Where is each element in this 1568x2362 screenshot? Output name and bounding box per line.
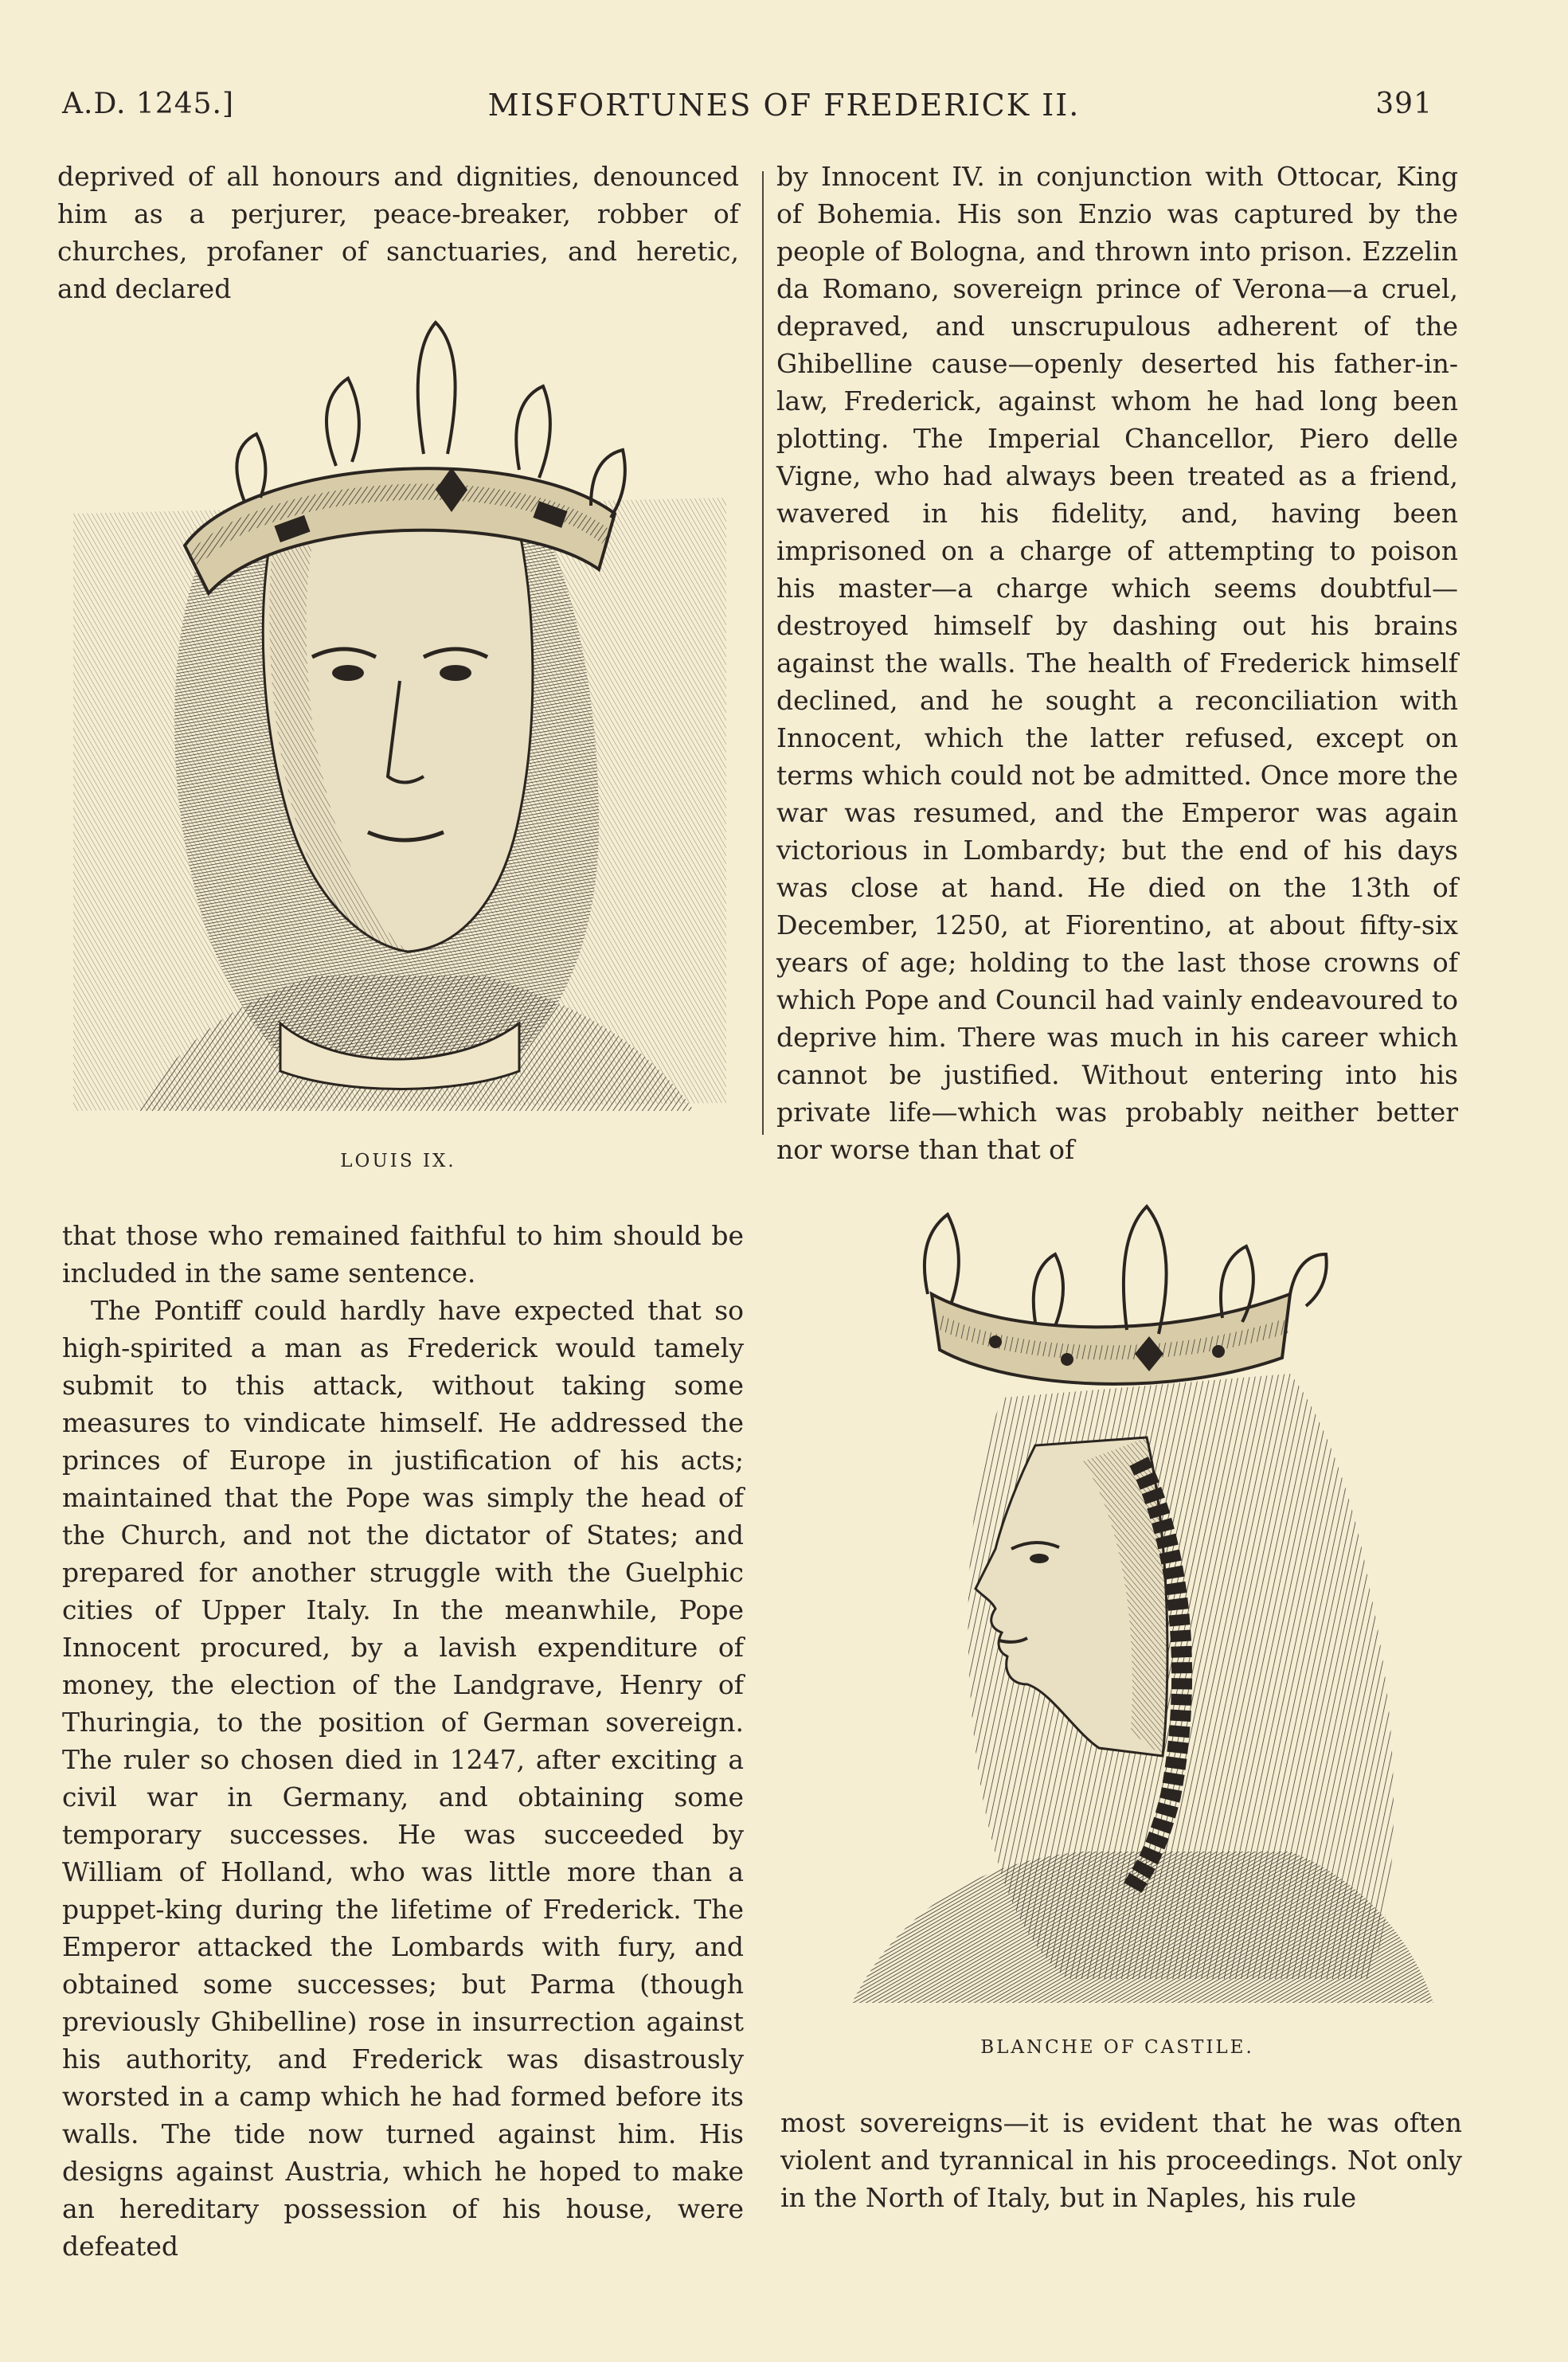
- louis-ix-engraving: [73, 307, 726, 1115]
- column-1-top-text: [57, 158, 739, 307]
- running-head-date: A.D. 1245.]: [62, 88, 235, 120]
- column-1-bottom-text: [62, 1217, 744, 2265]
- column-2-bottom-text: [780, 2104, 1462, 2216]
- portrait-illustration: [73, 307, 726, 1115]
- paragraph: The Pontiff could hardly have expected that so high-spirited a man as Frederick would tamely submit to this attack, without taking some measures to vindicate himself. He addressed the princes of Europe in justification of his acts; maintained that the Pope was simply the head of the Church, and not the dictator of States; and prepared for another struggle with the Guelphic cities of Upper Italy. In the meanwhile, Pope Innocent procured, by a lavish expenditure of money, the election of the Landgrave, Henry of Thuringia, to the position of German sovereign. The ruler so chosen died in 1247, after exciting a civil war in Germany, and obtaining some temporary successes. He was succeeded by William of Holland, who was little more than a puppet-king during the lifetime of Frederick. The Emperor attacked the Lombards with fury, and obtained some successes; but Parma (though previously Ghibelline) rose in insurrection against his authority, and Frederick was disastrously worsted in a camp which he had formed before its walls. The tide now turned against him. His designs against Austria, which he hoped to make an hereditary possession of his house, were defeated: [62, 1295, 744, 2262]
- column-2-top-text: [776, 158, 1458, 1168]
- paragraph: by Innocent IV. in conjunction with Ottocar, King of Bohemia. His son Enzio was captured by the people of Bologna, and thrown into prison. Ezzelin da Romano, sovereign prince of Verona—a cruel, depraved, and unscrupulous adherent of the Ghibelline cause—openly deserted his father-in-law, Frederick, against whom he had long been plotting. The Imperial Chancellor, Piero delle Vigne, who had always been treated as a friend, wavered in his fidelity, and, having been imprisoned on a charge of attempting to poison his master—a charge which seems doubtful—destroyed himself by dashing out his brains against the walls. The health of Frederick himself declined, and he sought a reconciliation with Innocent, which the latter refused, except on terms which could not be admitted. Once more the war was resumed, and the Emperor was again victorious in Lombardy; but the end of his days was close at hand. He died on the 13th of December, 1250, at Fiorentino, at about fifty-six years of age; holding to the last those crowns of which Pope and Council had vainly endeavoured to deprive him. There was much in his career which cannot be justified. Without entering into his private life—which was probably neither better nor worse than that of: [776, 161, 1458, 1165]
- blanche-of-castile-caption: BLANCHE OF CASTILE.: [980, 2037, 1254, 2058]
- blanche-of-castile-engraving: [796, 1175, 1449, 2023]
- paragraph: that those who remained faithful to him should be included in the same sentence.: [62, 1220, 744, 1289]
- running-head-title: MISFORTUNES OF FREDERICK II.: [487, 88, 1081, 123]
- paragraph: most sovereigns—it is evident that he was often violent and tyrannical in his proceedings. Not only in the North of Italy, but in Naples, his rule: [780, 2107, 1462, 2213]
- louis-ix-caption: LOUIS IX.: [340, 1151, 456, 1171]
- page-number: 391: [1375, 88, 1433, 120]
- column-divider: [762, 171, 764, 1135]
- portrait-illustration: [796, 1175, 1449, 2023]
- paragraph: deprived of all honours and dignities, denounced him as a perjurer, peace-breaker, robber of churches, profaner of sanctuaries, and heretic, and declared: [57, 161, 739, 304]
